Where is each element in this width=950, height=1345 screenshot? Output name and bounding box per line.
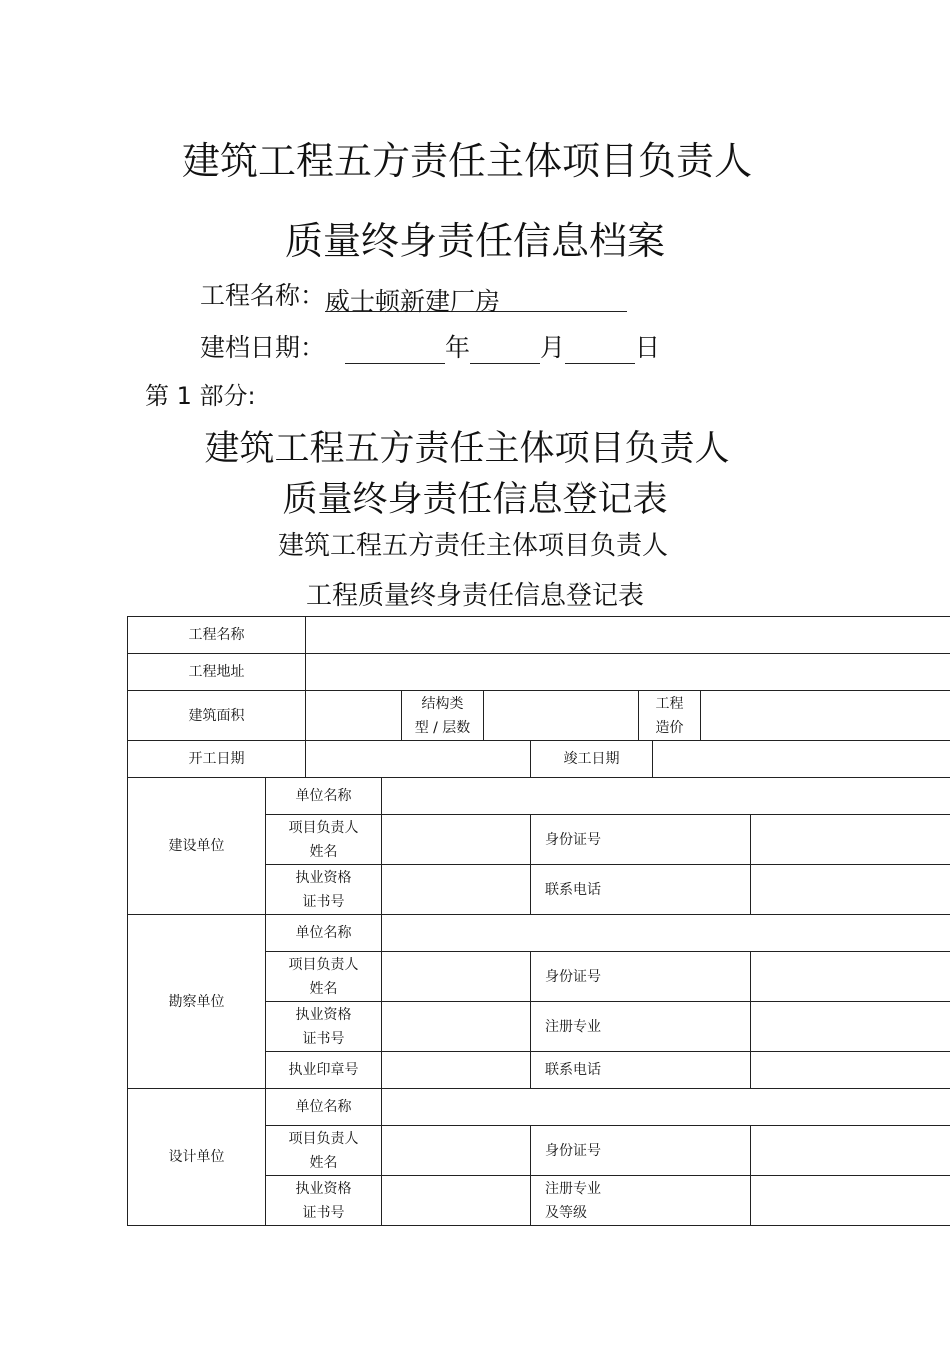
- part-heading-line1: 建筑工程五方责任主体项目负责人: [204, 429, 730, 469]
- unit-name-cell: 单位名称: [266, 778, 382, 815]
- month-label: 月: [540, 333, 566, 362]
- cert-number-input[interactable]: [382, 865, 531, 915]
- phone-cell: 联系电话: [531, 865, 751, 915]
- structure-type-input[interactable]: [484, 691, 639, 741]
- unit-name-input[interactable]: [382, 915, 950, 952]
- id-number-cell: 身份证号: [531, 1126, 751, 1176]
- cert-number-input[interactable]: [382, 1176, 531, 1226]
- structure-type-cell: 结构类 型 / 层数: [402, 691, 484, 741]
- phone-input[interactable]: [751, 865, 950, 915]
- building-area-input[interactable]: [306, 691, 402, 741]
- document-title-line1: 建筑工程五方责任主体项目负责人: [181, 139, 752, 183]
- document-title-line2: 质量终身责任信息档案: [284, 219, 665, 263]
- project-name-cell: 工程名称: [128, 617, 306, 654]
- id-number-input[interactable]: [751, 952, 950, 1002]
- registered-major-input[interactable]: [751, 1002, 950, 1052]
- unit-name-cell: 单位名称: [266, 1089, 382, 1126]
- part-heading-line2: 质量终身责任信息登记表: [282, 480, 668, 520]
- registered-major-grade-cell: 注册专业 及等级: [531, 1176, 751, 1226]
- cert-number-cell: 执业资格 证书号: [266, 1176, 382, 1226]
- leader-name-input[interactable]: [382, 952, 531, 1002]
- table-row: [128, 617, 950, 654]
- phone-cell: 联系电话: [531, 1052, 751, 1089]
- year-label: 年: [445, 333, 471, 362]
- day-field[interactable]: [565, 335, 635, 364]
- start-date-input[interactable]: [306, 741, 531, 778]
- table-row: [128, 691, 950, 741]
- id-number-input[interactable]: [751, 815, 950, 865]
- leader-name-cell: 项目负责人 姓名: [266, 1126, 382, 1176]
- seal-number-cell: 执业印章号: [266, 1052, 382, 1089]
- project-address-cell: 工程地址: [128, 654, 306, 691]
- id-number-cell: 身份证号: [531, 952, 751, 1002]
- registered-major-grade-input[interactable]: [751, 1176, 950, 1226]
- design-unit-cell: 设计单位: [128, 1089, 266, 1226]
- project-cost-input[interactable]: [701, 691, 950, 741]
- completion-date-cell: 竣工日期: [531, 741, 653, 778]
- cert-number-cell: 执业资格 证书号: [266, 1002, 382, 1052]
- unit-name-cell: 单位名称: [266, 915, 382, 952]
- archive-date-row: [200, 328, 660, 364]
- table-row: [128, 778, 950, 815]
- registration-table: [127, 616, 950, 1226]
- id-number-cell: 身份证号: [531, 815, 751, 865]
- project-name-label: 工程名称：: [200, 281, 326, 310]
- day-label: 日: [635, 333, 661, 362]
- table-row: [128, 654, 950, 691]
- phone-input[interactable]: [751, 1052, 950, 1089]
- month-field[interactable]: [470, 335, 540, 364]
- building-area-cell: 建筑面积: [128, 691, 306, 741]
- form-title-line2: 工程质量终身责任信息登记表: [305, 581, 644, 611]
- table-row: [128, 1089, 950, 1126]
- year-field[interactable]: [345, 335, 445, 364]
- form-title-line1: 建筑工程五方责任主体项目负责人: [277, 531, 668, 561]
- cert-number-input[interactable]: [382, 1002, 531, 1052]
- project-address-input[interactable]: [306, 654, 950, 691]
- leader-name-cell: 项目负责人 姓名: [266, 815, 382, 865]
- project-name-value: 威士顿新建厂房: [325, 287, 501, 316]
- survey-unit-cell: 勘察单位: [128, 915, 266, 1089]
- id-number-input[interactable]: [751, 1126, 950, 1176]
- project-name-input[interactable]: [306, 617, 950, 654]
- project-name-field[interactable]: [325, 283, 627, 316]
- project-cost-cell: 工程 造价: [639, 691, 701, 741]
- cert-number-cell: 执业资格 证书号: [266, 865, 382, 915]
- leader-name-cell: 项目负责人 姓名: [266, 952, 382, 1002]
- registered-major-cell: 注册专业: [531, 1002, 751, 1052]
- archive-date-label: 建档日期：: [200, 333, 326, 362]
- construction-unit-cell: 建设单位: [128, 778, 266, 915]
- start-date-cell: 开工日期: [128, 741, 306, 778]
- unit-name-input[interactable]: [382, 778, 950, 815]
- part-label: 第 1 部分:: [145, 382, 256, 410]
- table-row: [128, 741, 950, 778]
- unit-name-input[interactable]: [382, 1089, 950, 1126]
- seal-number-input[interactable]: [382, 1052, 531, 1089]
- project-name-row: [200, 276, 627, 316]
- table-row: [128, 915, 950, 952]
- leader-name-input[interactable]: [382, 1126, 531, 1176]
- completion-date-input[interactable]: [653, 741, 950, 778]
- leader-name-input[interactable]: [382, 815, 531, 865]
